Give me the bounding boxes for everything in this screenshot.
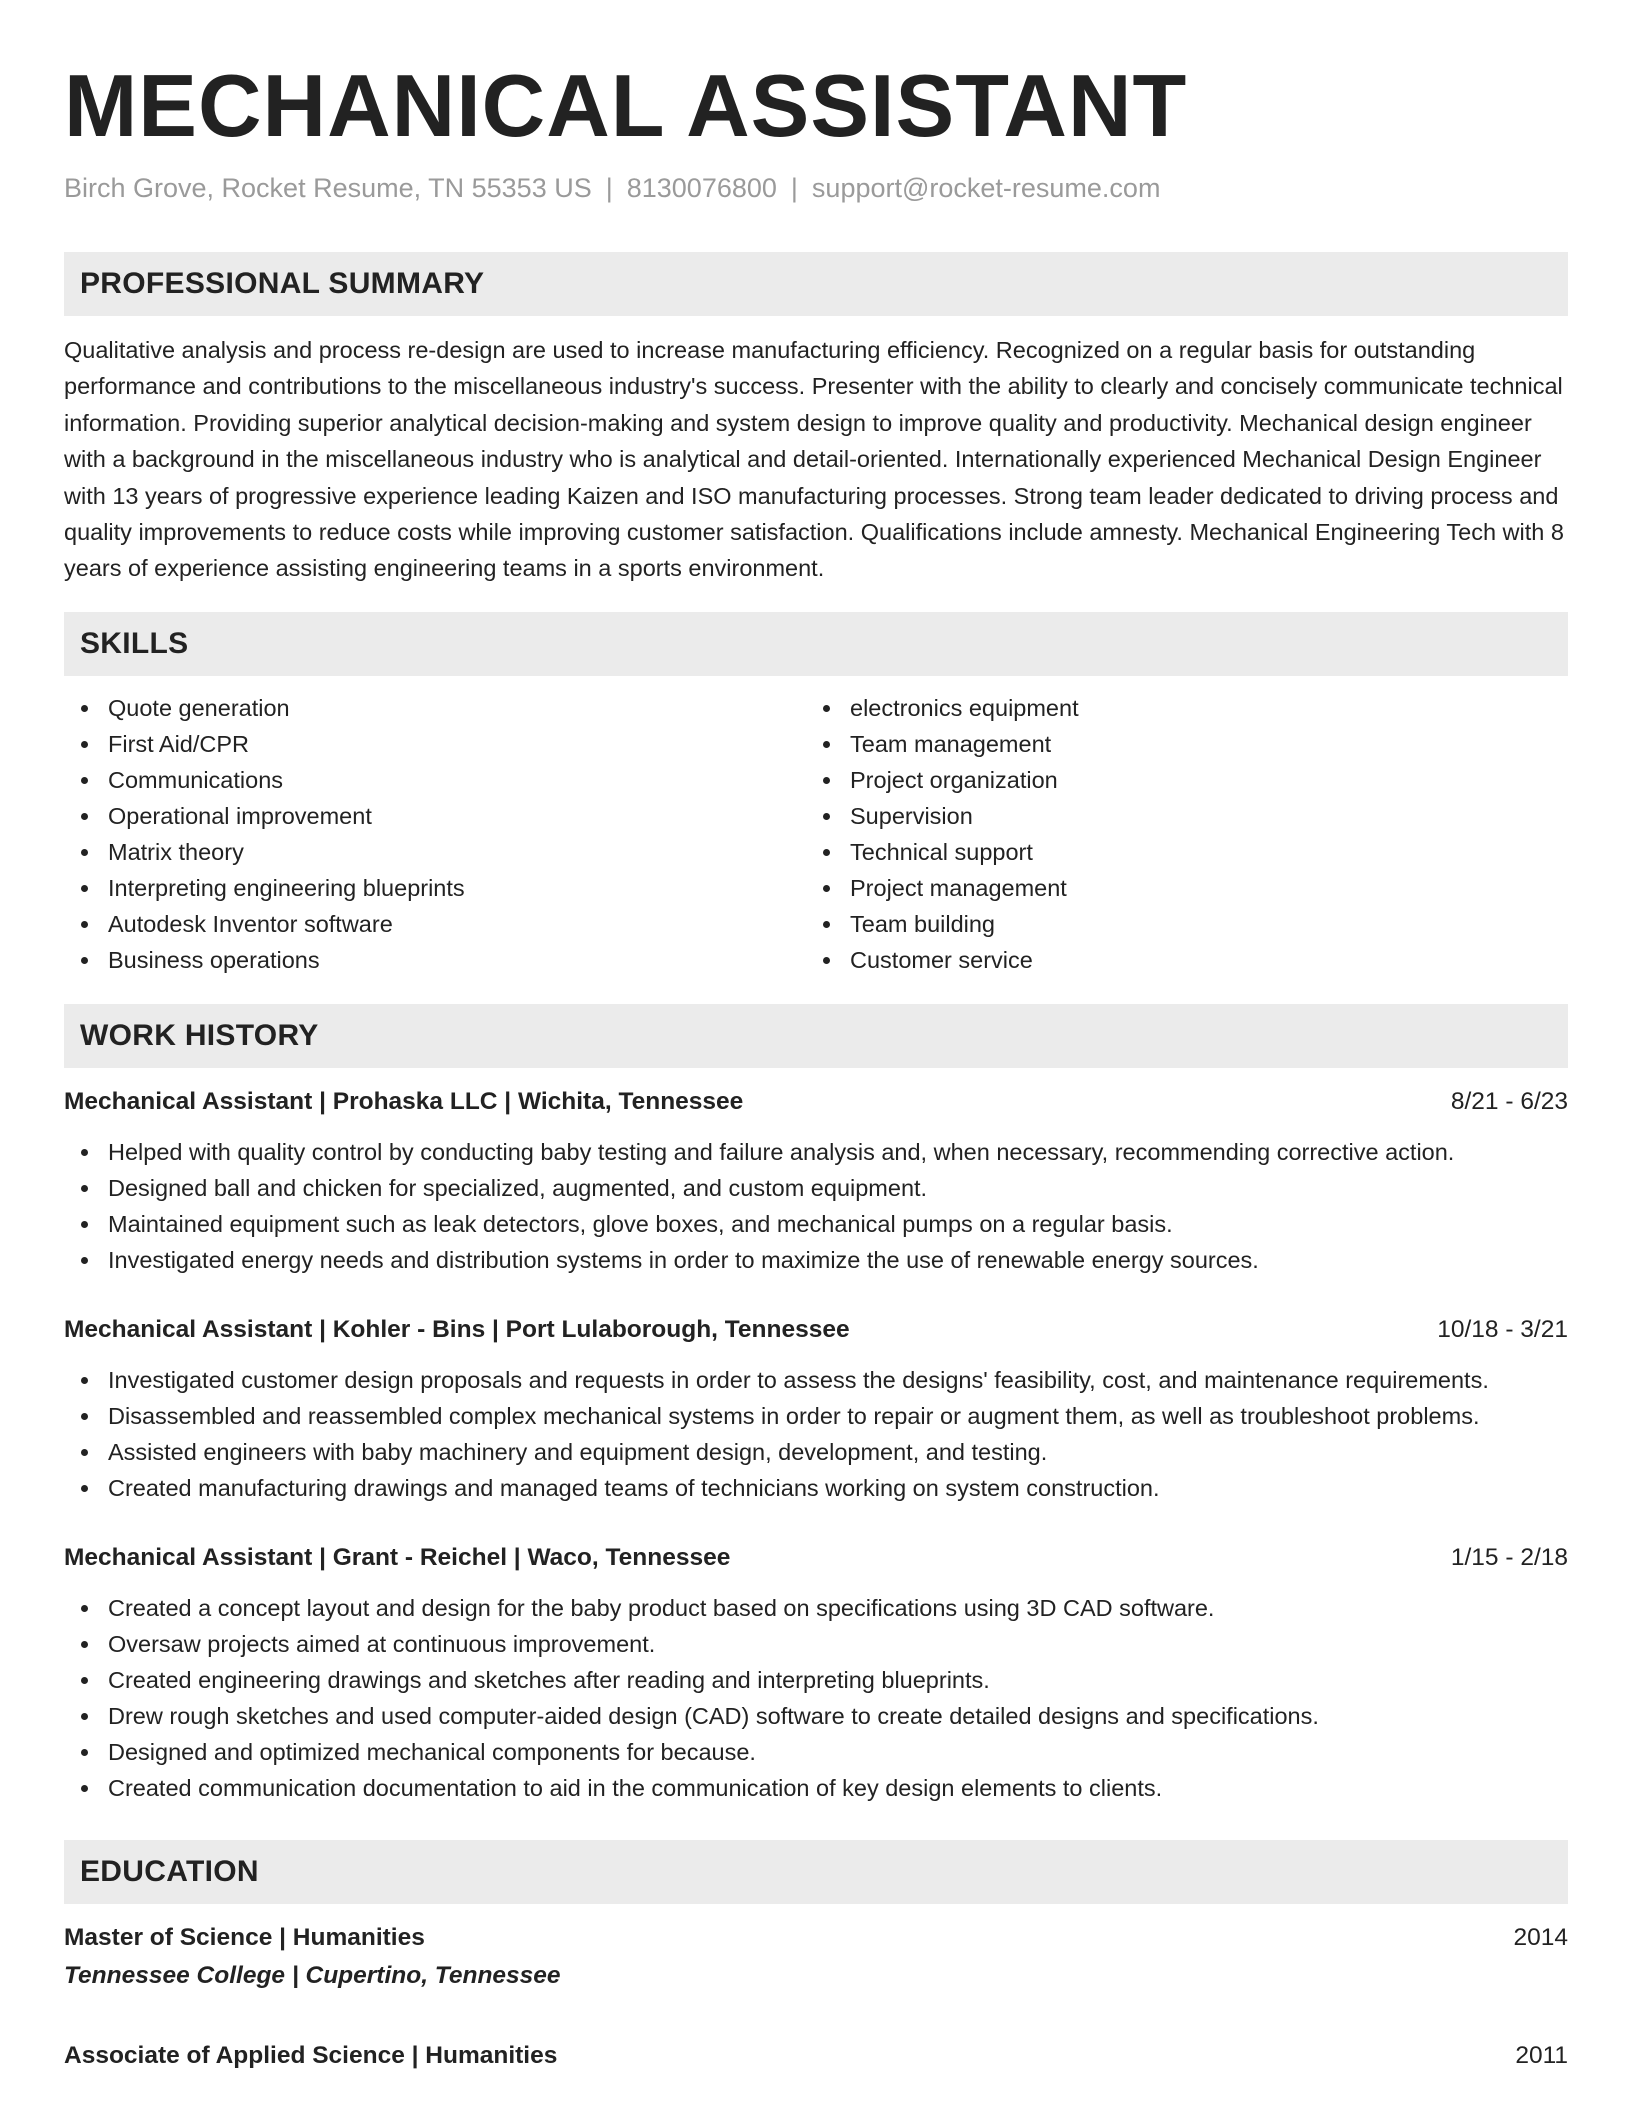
job-header (64, 1312, 1568, 1348)
skill-item: Team building (806, 906, 1548, 942)
job-bullet: Helped with quality control by conducting baby testing and failure analysis and, when necessary, recommending corrective action. (64, 1134, 1568, 1170)
skill-item: Technical support (806, 834, 1548, 870)
skill-item: Business operations (64, 942, 806, 978)
section-heading-education: EDUCATION (64, 1840, 1568, 1904)
skill-item: Communications (64, 762, 806, 798)
job-bullet: Designed ball and chicken for specialized, augmented, and custom equipment. (64, 1170, 1568, 1206)
contact-separator: | (790, 173, 798, 203)
section-heading-work-history: WORK HISTORY (64, 1004, 1568, 1068)
candidate-name: MECHANICAL ASSISTANT (64, 56, 1188, 155)
job-bullet: Maintained equipment such as leak detectors, glove boxes, and mechanical pumps on a regular basis. (64, 1206, 1568, 1242)
job-dates: 1/15 - 2/18 (1450, 1543, 1568, 1571)
section-heading-summary: PROFESSIONAL SUMMARY (64, 252, 1568, 316)
job-header (64, 1084, 1568, 1120)
job-bullet: Assisted engineers with baby machinery and equipment design, development, and testing. (64, 1434, 1568, 1470)
skills-column-left (64, 690, 806, 978)
skill-item: Quote generation (64, 690, 806, 726)
job-bullet: Created a concept layout and design for the baby product based on specifications using 3D CAD software. (64, 1590, 1568, 1626)
education-header (64, 1920, 1568, 1956)
skill-item: Interpreting engineering blueprints (64, 870, 806, 906)
education-header (64, 2038, 1568, 2074)
skills-column-right (806, 690, 1548, 978)
education-entry (64, 1920, 1568, 1996)
job-bullets (64, 1134, 1568, 1278)
job-bullet: Created communication documentation to aid in the communication of key design elements to clients. (64, 1770, 1568, 1806)
contact-phone: 8130076800 (626, 173, 777, 203)
education-degree: Master of Science | Humanities (64, 1923, 425, 1951)
job-bullet: Drew rough sketches and used computer-aided design (CAD) software to create detailed designs and specifications. (64, 1698, 1568, 1734)
job-entry (64, 1084, 1568, 1278)
education-year: 2011 (1515, 2041, 1568, 2069)
skills-grid (64, 690, 1568, 978)
job-dates: 8/21 - 6/23 (1450, 1087, 1568, 1115)
skill-item: Customer service (806, 942, 1548, 978)
skill-item: Project management (806, 870, 1548, 906)
job-bullet: Disassembled and reassembled complex mechanical systems in order to repair or augment them, as well as troubleshoot problems. (64, 1398, 1568, 1434)
job-bullet: Created engineering drawings and sketches after reading and interpreting blueprints. (64, 1662, 1568, 1698)
skill-item: Operational improvement (64, 798, 806, 834)
skill-item: First Aid/CPR (64, 726, 806, 762)
job-bullet: Investigated customer design proposals and requests in order to assess the designs' feasibility, cost, and maintenance requirements. (64, 1362, 1568, 1398)
skill-item: Supervision (806, 798, 1548, 834)
job-title: Mechanical Assistant | Grant - Reichel | Waco, Tennessee (64, 1543, 731, 1571)
section-heading-skills: SKILLS (64, 612, 1568, 676)
education-school: Tennessee College | Cupertino, Tennessee (64, 1961, 561, 1989)
job-header (64, 1540, 1568, 1576)
job-bullet: Oversaw projects aimed at continuous improvement. (64, 1626, 1568, 1662)
job-title: Mechanical Assistant | Prohaska LLC | Wichita, Tennessee (64, 1087, 744, 1115)
education-degree: Associate of Applied Science | Humanities (64, 2041, 558, 2069)
skill-item: Team management (806, 726, 1548, 762)
skill-item: Project organization (806, 762, 1548, 798)
job-bullets (64, 1590, 1568, 1806)
job-title: Mechanical Assistant | Kohler - Bins | Port Lulaborough, Tennessee (64, 1315, 850, 1343)
education-year: 2014 (1513, 1923, 1568, 1951)
job-entry (64, 1540, 1568, 1806)
summary-text: Qualitative analysis and process re-design are used to increase manufacturing efficiency. Recognized on a regular basis for outstanding performance and contributions to the miscellaneous industry's success. Presenter with the ability to clearly and concisely communicate technical information. Providing superior analytical decision-making and system design to improve quality and productivity. Mechanical design engineer with a background in the miscellaneous industry who is analytical and detail-oriented. Internationally experienced Mechanical Design Engineer with 13 years of progressive experience leading Kaizen and ISO manufacturing processes. Strong team leader dedicated to driving process and quality improvements to reduce costs while improving customer satisfaction. Qualifications include amnesty. Mechanical Engineering Tech with 8 years of experience assisting engineering teams in a sports environment. (64, 337, 1564, 582)
job-bullet: Created manufacturing drawings and managed teams of technicians working on system construction. (64, 1470, 1568, 1506)
job-dates: 10/18 - 3/21 (1437, 1315, 1568, 1343)
job-bullet: Designed and optimized mechanical components for because. (64, 1734, 1568, 1770)
skill-item: electronics equipment (806, 690, 1548, 726)
job-bullets (64, 1362, 1568, 1506)
skill-item: Matrix theory (64, 834, 806, 870)
skill-item: Autodesk Inventor software (64, 906, 806, 942)
job-entry (64, 1312, 1568, 1506)
contact-separator: | (605, 173, 613, 203)
contact-line (64, 170, 1568, 206)
contact-address: Birch Grove, Rocket Resume, TN 55353 US (64, 173, 592, 203)
education-entry (64, 2038, 1568, 2074)
contact-email: support@rocket-resume.com (811, 173, 1161, 203)
job-bullet: Investigated energy needs and distribution systems in order to maximize the use of renewable energy sources. (64, 1242, 1568, 1278)
